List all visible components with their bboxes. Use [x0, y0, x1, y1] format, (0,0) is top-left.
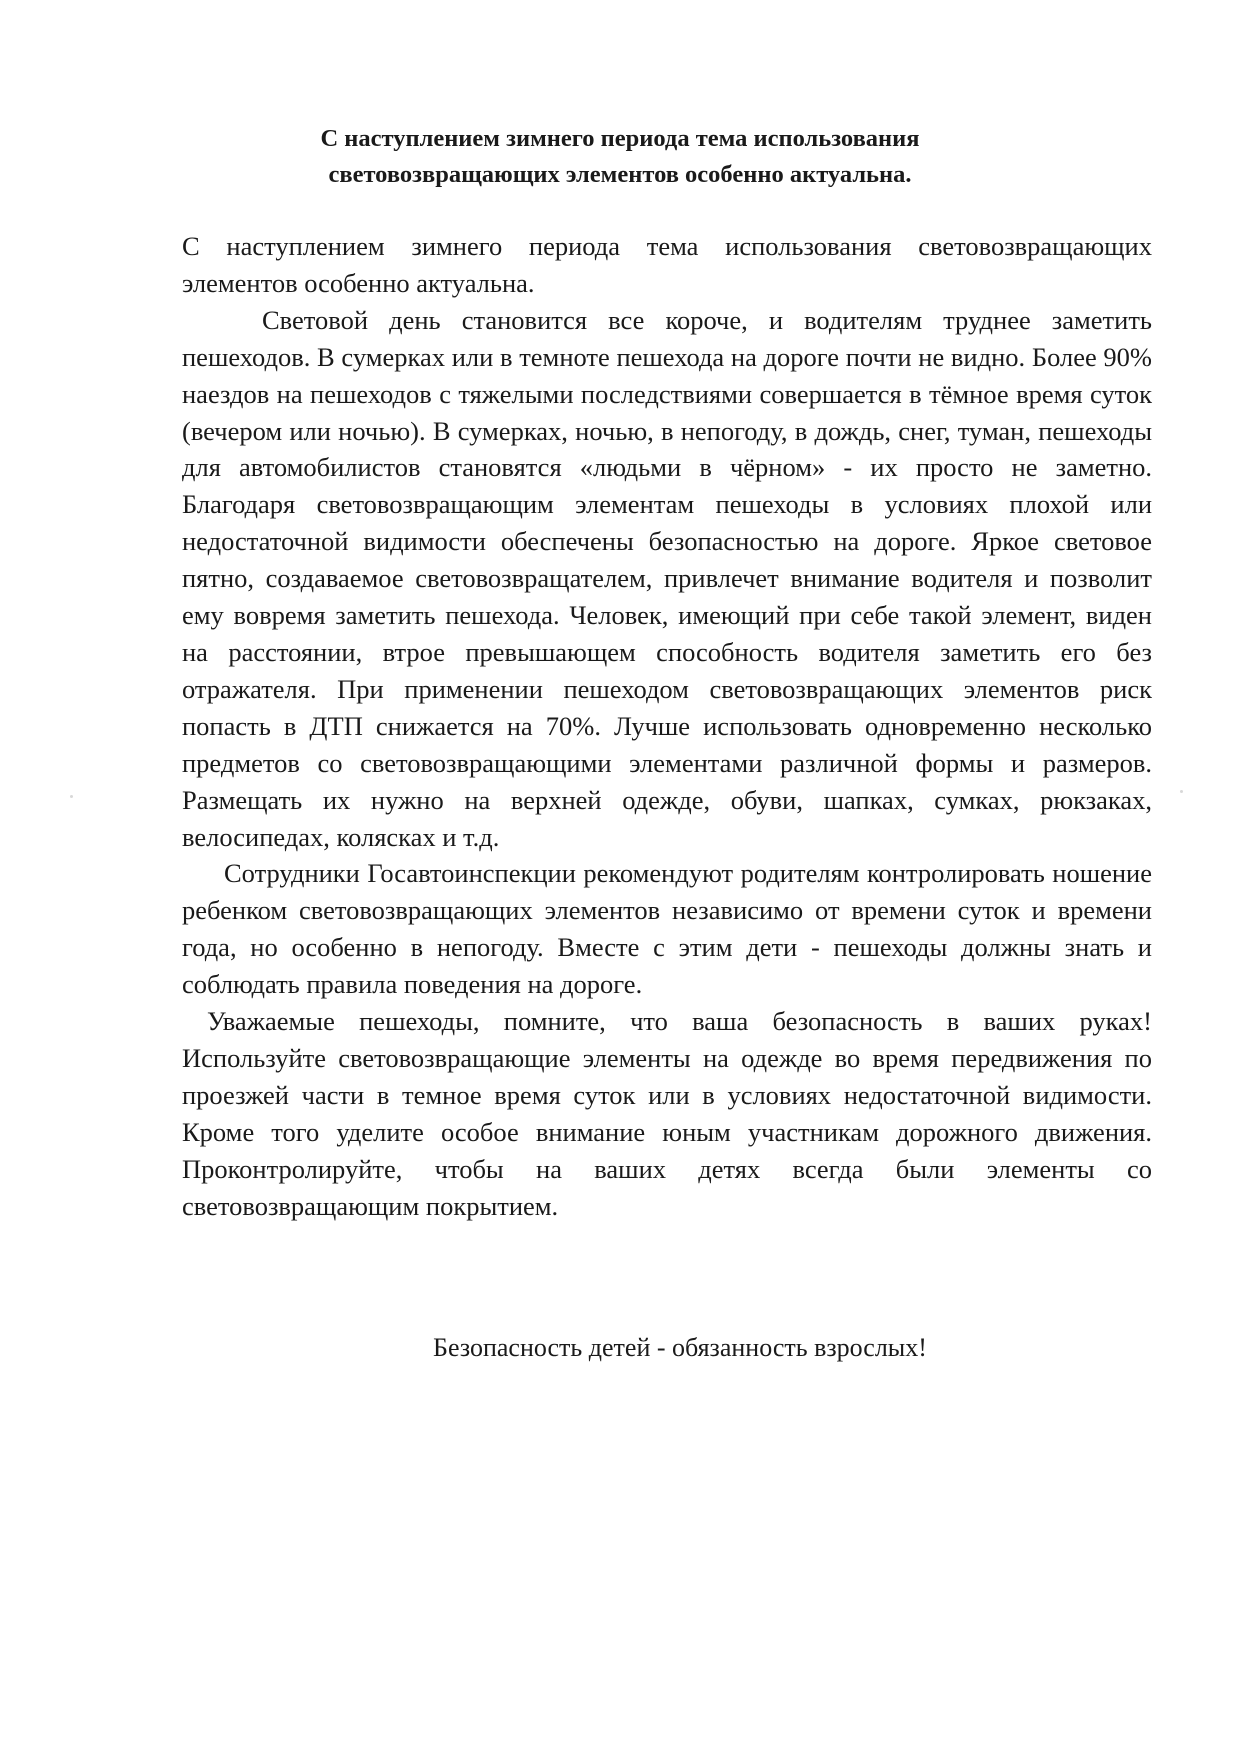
paragraph-intro: С наступлением зимнего периода тема использования световозвращающих элементов особенно актуальна.: [182, 231, 1152, 298]
title-line-2: световозвращающих элементов особенно актуальна.: [328, 161, 912, 188]
document-title: [180, 121, 1060, 193]
scan-speck: [70, 795, 73, 798]
title-line-1: С наступлением зимнего периода тема использования: [320, 125, 920, 152]
paragraph-gibdd-recommendation: Сотрудники Госавтоинспекции рекомендуют родителям контролировать ношение ребенком световозвращающих элементов независимо от времени суток и времени года, но особенно в непогоду. Вместе с этим дети - пешеходы должны знать и соблюдать правила поведения на дороге.: [182, 858, 1152, 1000]
paragraph-daylight: Световой день становится все короче, и водителям труднее заметить пешеходов. В сумерках или в темноте пешехода на дороге почти не видно. Более 90% наездов на пешеходов с тяжелыми последствиями совершается в тёмное время суток (вечером или ночью). В сумерках, ночью, в непогоду, в дождь, снег, туман, пешеходы для автомобилистов становятся «людьми в чёрном» - их просто не заметно. Благодаря световозвращающим элементам пешеходы в условиях плохой или недостаточной видимости обеспечены безопасностью на дороге. Яркое световое пятно, создаваемое световозвращателем, привлечет внимание водителя и позволит ему вовремя заметить пешехода. Человек, имеющий при себе такой элемент, виден на расстоянии, втрое превышающем способность водителя заметить его без отражателя. При применении пешеходом световозвращающих элементов риск попасть в ДТП снижается на 70%. Лучше использовать одновременно несколько предметов со световозвращающими элементами различной формы и размеров. Размещать их нужно на верхней одежде, обуви, шапках, сумках, рюкзаках, велосипедах, колясках и т.д.: [182, 304, 1152, 852]
scan-speck: [1180, 790, 1183, 793]
closing-slogan: Безопасность детей - обязанность взрослых!: [433, 1333, 927, 1362]
paragraph-pedestrian-appeal: Уважаемые пешеходы, помните, что ваша безопасность в ваших руках! Используйте световозвращающие элементы на одежде во время передвижения по проезжей части в темное время суток или в условиях недостаточной видимости. Кроме того уделите особое внимание юным участникам дорожного движения. Проконтролируйте, чтобы на ваших детях всегда были элементы со световозвращающим покрытием.: [182, 1006, 1152, 1221]
document-body: [182, 228, 1152, 1224]
